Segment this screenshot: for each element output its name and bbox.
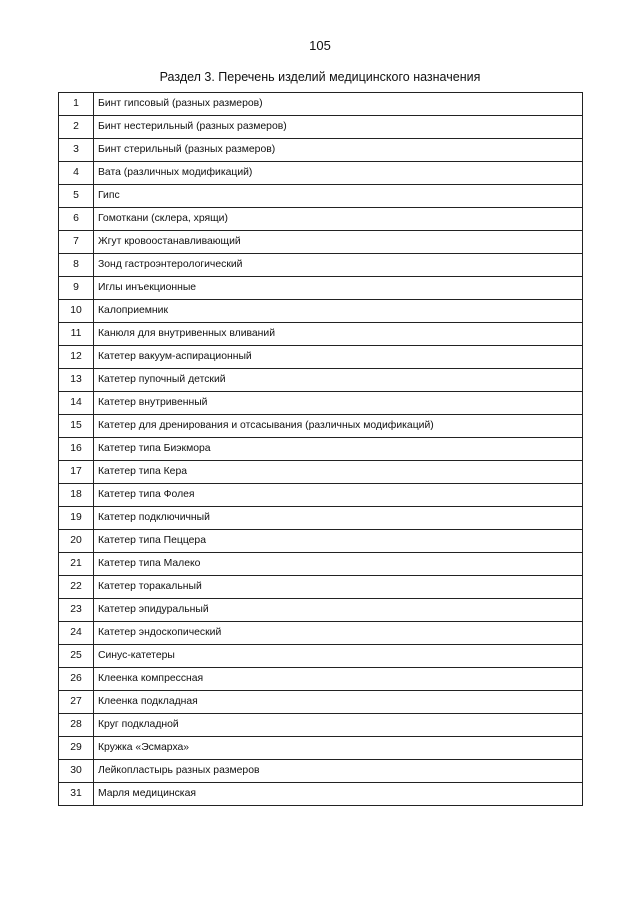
table-row: [59, 323, 583, 346]
table-row: [59, 185, 583, 208]
row-number: 19: [59, 507, 94, 530]
item-name: Гипс: [94, 185, 583, 208]
table-row: [59, 622, 583, 645]
table-row: [59, 254, 583, 277]
table-row: [59, 737, 583, 760]
table-row: [59, 162, 583, 185]
table-row: [59, 300, 583, 323]
table-row: [59, 438, 583, 461]
row-number: 7: [59, 231, 94, 254]
table-row: [59, 599, 583, 622]
table-row: [59, 93, 583, 116]
item-name: Гомоткани (склера, хрящи): [94, 208, 583, 231]
row-number: 24: [59, 622, 94, 645]
row-number: 10: [59, 300, 94, 323]
table-row: [59, 530, 583, 553]
item-name: Катетер внутривенный: [94, 392, 583, 415]
item-name: Катетер подключичный: [94, 507, 583, 530]
row-number: 5: [59, 185, 94, 208]
item-name: Синус-катетеры: [94, 645, 583, 668]
row-number: 22: [59, 576, 94, 599]
row-number: 11: [59, 323, 94, 346]
table-row: [59, 668, 583, 691]
item-name: Клеенка подкладная: [94, 691, 583, 714]
table-row: [59, 116, 583, 139]
item-name: Жгут кровоостанавливающий: [94, 231, 583, 254]
table-row: [59, 139, 583, 162]
row-number: 2: [59, 116, 94, 139]
item-name: Катетер типа Фолея: [94, 484, 583, 507]
table-row: [59, 208, 583, 231]
item-name: Катетер типа Малеко: [94, 553, 583, 576]
row-number: 1: [59, 93, 94, 116]
row-number: 31: [59, 783, 94, 806]
row-number: 21: [59, 553, 94, 576]
item-name: Катетер эндоскопический: [94, 622, 583, 645]
table-row: [59, 576, 583, 599]
row-number: 28: [59, 714, 94, 737]
row-number: 23: [59, 599, 94, 622]
item-name: Катетер эпидуральный: [94, 599, 583, 622]
item-name: Кружка «Эсмарха»: [94, 737, 583, 760]
table-row: [59, 415, 583, 438]
row-number: 12: [59, 346, 94, 369]
table-row: [59, 691, 583, 714]
items-table: [58, 92, 583, 806]
item-name: Канюля для внутривенных вливаний: [94, 323, 583, 346]
row-number: 27: [59, 691, 94, 714]
item-name: Катетер вакуум-аспирационный: [94, 346, 583, 369]
item-name: Катетер пупочный детский: [94, 369, 583, 392]
row-number: 15: [59, 415, 94, 438]
item-name: Вата (различных модификаций): [94, 162, 583, 185]
item-name: Катетер типа Кера: [94, 461, 583, 484]
item-name: Катетер для дренирования и отсасывания (различных модификаций): [94, 415, 583, 438]
table-row: [59, 645, 583, 668]
table-row: [59, 231, 583, 254]
row-number: 6: [59, 208, 94, 231]
item-name: Лейкопластырь разных размеров: [94, 760, 583, 783]
row-number: 30: [59, 760, 94, 783]
item-name: Клеенка компрессная: [94, 668, 583, 691]
section-title: Раздел 3. Перечень изделий медицинского назначения: [159, 70, 481, 84]
row-number: 20: [59, 530, 94, 553]
page-number: 105: [309, 38, 331, 53]
items-table-body: [59, 93, 583, 806]
table-row: [59, 714, 583, 737]
item-name: Бинт нестерильный (разных размеров): [94, 116, 583, 139]
table-row: [59, 369, 583, 392]
item-name: Зонд гастроэнтерологический: [94, 254, 583, 277]
item-name: Круг подкладной: [94, 714, 583, 737]
row-number: 16: [59, 438, 94, 461]
row-number: 3: [59, 139, 94, 162]
table-row: [59, 760, 583, 783]
row-number: 17: [59, 461, 94, 484]
row-number: 25: [59, 645, 94, 668]
row-number: 8: [59, 254, 94, 277]
row-number: 14: [59, 392, 94, 415]
row-number: 26: [59, 668, 94, 691]
row-number: 29: [59, 737, 94, 760]
item-name: Бинт стерильный (разных размеров): [94, 139, 583, 162]
item-name: Катетер типа Биэкмора: [94, 438, 583, 461]
row-number: 4: [59, 162, 94, 185]
table-row: [59, 507, 583, 530]
table-row: [59, 277, 583, 300]
item-name: Катетер типа Пеццера: [94, 530, 583, 553]
table-row: [59, 783, 583, 806]
row-number: 9: [59, 277, 94, 300]
table-row: [59, 553, 583, 576]
table-row: [59, 484, 583, 507]
item-name: Марля медицинская: [94, 783, 583, 806]
item-name: Катетер торакальный: [94, 576, 583, 599]
table-row: [59, 346, 583, 369]
row-number: 18: [59, 484, 94, 507]
item-name: Иглы инъекционные: [94, 277, 583, 300]
table-row: [59, 392, 583, 415]
item-name: Калоприемник: [94, 300, 583, 323]
item-name: Бинт гипсовый (разных размеров): [94, 93, 583, 116]
row-number: 13: [59, 369, 94, 392]
table-row: [59, 461, 583, 484]
